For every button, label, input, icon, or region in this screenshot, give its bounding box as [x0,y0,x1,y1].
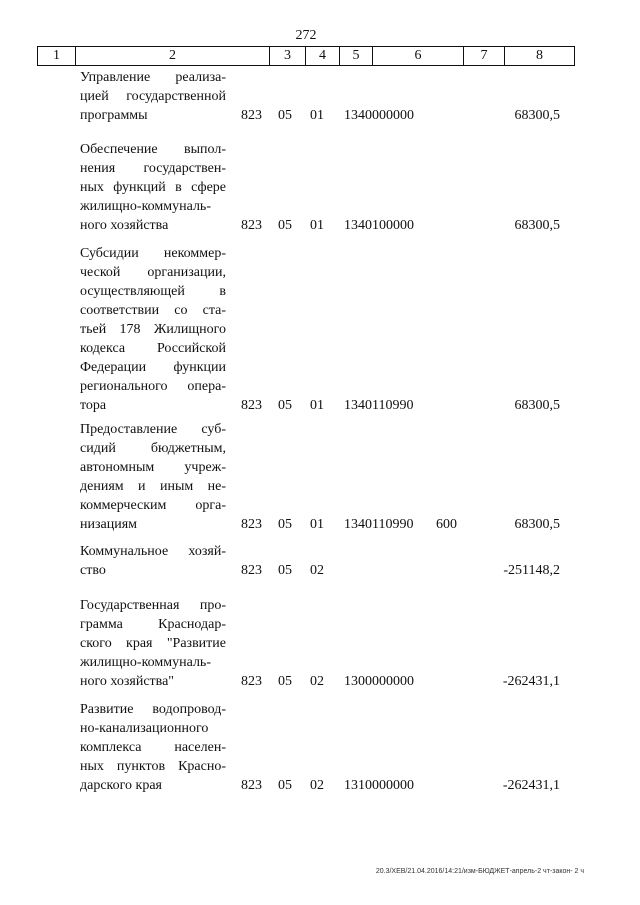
description-line: кодекса Российской [80,341,226,356]
description-line: нения государствен- [80,161,226,176]
target-article-column: 1310000000 [344,778,414,793]
amount-column: -251148,2 [503,563,560,578]
header-col-5: 5 [340,47,373,65]
row-description [80,596,226,691]
description-line: сидий бюджетным, [80,441,226,456]
header-col-4: 4 [306,47,340,65]
code-column: 823 [241,218,262,233]
description-line: Управление реализа- [80,70,226,85]
description-line: ного хозяйства [80,218,169,233]
description-line: жилищно-коммуналь- [80,655,211,670]
description-line: Обеспечение выпол- [80,142,226,157]
description-line: тора [80,398,107,413]
description-line: Развитие водопровод- [80,702,226,717]
description-line: комплекса населен- [80,740,226,755]
row-description [80,542,226,580]
subsection-column: 02 [310,674,324,689]
description-line: но-канализационного [80,721,209,736]
target-article-column: 1340100000 [344,218,414,233]
row-description [80,140,226,235]
description-line: регионального опера- [80,379,226,394]
section-column: 05 [278,108,292,123]
description-line: ство [80,563,106,578]
description-line: Коммунальное хозяй- [80,544,226,559]
section-column: 05 [278,674,292,689]
header-col-6: 6 [373,47,464,65]
description-line: цией государственной [80,89,226,104]
amount-column: 68300,5 [514,218,560,233]
header-col-1: 1 [38,47,76,65]
description-line: жилищно-коммуналь- [80,199,211,214]
subsection-column: 02 [310,778,324,793]
description-line: тьей 178 Жилищного [80,322,226,337]
description-line: Федерации функции [80,360,226,375]
header-col-8: 8 [536,48,543,63]
description-line: Предоставление суб- [80,422,226,437]
description-line: Субсидии некоммер- [80,246,226,261]
description-line: Государственная про- [80,598,226,613]
description-line: дарского края [80,778,162,793]
section-column: 05 [278,398,292,413]
subsection-column: 02 [310,563,324,578]
description-line: соответствии со ста- [80,303,226,318]
footer-code: 20.3/ХЕВ/21.04.2016/14:21/изм-БЮДЖЕТ-апрель-2 чт-закон- 2 ч [375,868,584,875]
row-description [80,700,226,795]
subsection-column: 01 [310,218,324,233]
header-col-3: 3 [270,47,306,65]
description-line: грамма Краснодар- [80,617,226,632]
description-line: ского края "Развитие [80,636,226,651]
header-col-7: 7 [464,47,505,65]
code-column: 823 [241,778,262,793]
section-column: 05 [278,517,292,532]
code-column: 823 [241,108,262,123]
row-description [80,244,226,415]
code-column: 823 [241,563,262,578]
subsection-column: 01 [310,517,324,532]
amount-column: -262431,1 [502,674,560,689]
subsection-column: 01 [310,108,324,123]
expense-type-column: 600 [436,517,457,532]
code-column: 823 [241,674,262,689]
section-column: 05 [278,218,292,233]
target-article-column: 1340110990 [344,517,414,532]
description-line: ного хозяйства" [80,674,175,689]
description-line: ческой организации, [80,265,226,280]
row-description [80,68,226,125]
target-article-column: 1340110990 [344,398,414,413]
row-description [80,420,226,534]
description-line: программы [80,108,148,123]
amount-column: 68300,5 [514,398,560,413]
description-line: автономным учреж- [80,460,226,475]
section-column: 05 [278,563,292,578]
code-column: 823 [241,398,262,413]
description-line: осуществляющей в [80,284,226,299]
target-article-column: 1300000000 [344,674,414,689]
page-number: 272 [295,28,317,43]
subsection-column: 01 [310,398,324,413]
description-line: дениям и иным не- [80,479,226,494]
description-line: ных пунктов Красно- [80,759,226,774]
amount-column: -262431,1 [502,778,560,793]
description-line: коммерческим орга- [80,498,226,513]
amount-column: 68300,5 [514,517,560,532]
amount-column: 68300,5 [514,108,560,123]
section-column: 05 [278,778,292,793]
table-header-row [37,46,575,66]
description-line: низациям [80,517,138,532]
description-line: ных функций в сфере [80,180,226,195]
target-article-column: 1340000000 [344,108,414,123]
code-column: 823 [241,517,262,532]
header-col-2: 2 [76,47,270,65]
